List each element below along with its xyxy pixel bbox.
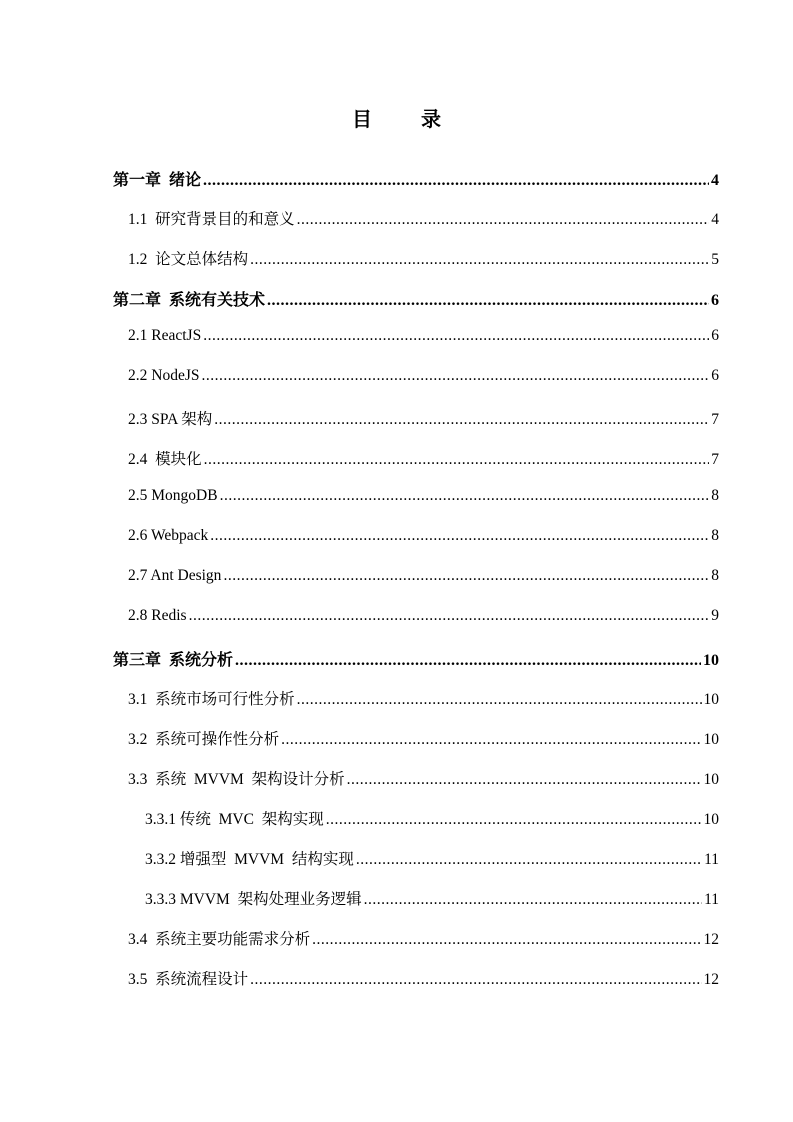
toc-page-number: 9 [711, 607, 719, 624]
toc-entry[interactable] [113, 647, 719, 671]
toc-entry[interactable] [128, 687, 719, 711]
toc-entry[interactable] [128, 367, 719, 391]
dot-leader [267, 292, 709, 310]
toc-entry[interactable] [128, 607, 719, 631]
toc-entry[interactable] [128, 247, 719, 271]
toc-page-number: 11 [704, 891, 719, 908]
toc-label: 第二章 系统有关技术 [113, 292, 266, 309]
toc-page-number: 7 [711, 411, 719, 428]
toc-entry[interactable] [145, 847, 719, 871]
toc-page-number: 10 [703, 811, 719, 828]
toc-label: 2.4 模块化 [128, 451, 202, 468]
dot-leader [189, 607, 710, 625]
toc-label: 2.1 ReactJS [128, 327, 202, 344]
dot-leader [235, 652, 701, 670]
dot-leader [312, 931, 701, 949]
toc-entry[interactable] [128, 927, 719, 951]
dot-leader [201, 367, 709, 385]
toc-page-number: 8 [711, 487, 719, 504]
dot-leader [203, 327, 709, 345]
toc-entry[interactable] [113, 167, 719, 191]
toc-label: 2.2 NodeJS [128, 367, 200, 384]
toc-page-number: 10 [703, 731, 719, 748]
toc-entry[interactable] [128, 767, 719, 791]
toc-entry[interactable] [145, 807, 719, 831]
toc-page-number: 8 [711, 527, 719, 544]
toc-entry[interactable] [128, 327, 719, 351]
toc-page-number: 4 [711, 172, 719, 189]
dot-leader [297, 211, 710, 229]
toc-entry[interactable] [113, 287, 719, 311]
toc-entry[interactable] [128, 967, 719, 991]
toc-page-number: 12 [703, 931, 719, 948]
dot-leader [220, 487, 710, 505]
toc-page-number: 6 [711, 367, 719, 384]
toc-page-number: 10 [703, 652, 719, 669]
toc-label: 3.5 系统流程设计 [128, 971, 249, 988]
toc-label: 第一章 绪论 [113, 172, 202, 189]
dot-leader [203, 172, 709, 190]
toc-entry[interactable] [128, 567, 719, 591]
toc-page-number: 6 [711, 292, 719, 309]
toc-entry[interactable] [128, 207, 719, 231]
toc-label: 3.3.2 增强型 MVVM 结构实现 [145, 851, 354, 868]
toc-page-number: 12 [703, 971, 719, 988]
dot-leader [250, 971, 701, 989]
toc-label: 2.6 Webpack [128, 527, 209, 544]
toc-page-number: 10 [703, 691, 719, 708]
toc-label: 3.2 系统可操作性分析 [128, 731, 280, 748]
dot-leader [297, 691, 702, 709]
dot-leader [356, 851, 702, 869]
toc-entry[interactable] [128, 487, 719, 511]
toc-label: 3.3.3 MVVM 架构处理业务逻辑 [145, 891, 362, 908]
toc-page-number: 8 [711, 567, 719, 584]
toc-label: 2.8 Redis [128, 607, 187, 624]
dot-leader [204, 451, 710, 469]
toc-label: 2.5 MongoDB [128, 487, 218, 504]
toc-entry[interactable] [128, 727, 719, 751]
dot-leader [210, 527, 709, 545]
toc-label: 2.7 Ant Design [128, 567, 222, 584]
dot-leader [281, 731, 701, 749]
toc-label: 3.3.1 传统 MVC 架构实现 [145, 811, 324, 828]
dot-leader [223, 567, 709, 585]
toc-entry[interactable] [128, 407, 719, 431]
toc-page-number: 6 [711, 327, 719, 344]
dot-leader [364, 891, 702, 909]
toc-label: 3.1 系统市场可行性分析 [128, 691, 295, 708]
dot-leader [214, 411, 709, 429]
dot-leader [347, 771, 702, 789]
page-title: 目 录 [352, 109, 463, 131]
toc-page-number: 11 [704, 851, 719, 868]
toc-entry[interactable] [128, 447, 719, 471]
toc-label: 3.4 系统主要功能需求分析 [128, 931, 311, 948]
toc-page-number: 5 [711, 251, 719, 268]
toc-label: 第三章 系统分析 [113, 652, 234, 669]
toc-page-number: 4 [711, 211, 719, 228]
toc-page-number: 7 [711, 451, 719, 468]
toc-label: 1.1 研究背景目的和意义 [128, 211, 295, 228]
toc-entry[interactable] [128, 527, 719, 551]
dot-leader [250, 251, 709, 269]
toc-page-number: 10 [703, 771, 719, 788]
toc-label: 3.3 系统 MVVM 架构设计分析 [128, 771, 345, 788]
toc-label: 1.2 论文总体结构 [128, 251, 249, 268]
dot-leader [326, 811, 702, 829]
toc-label: 2.3 SPA 架构 [128, 411, 213, 428]
toc-entry[interactable] [145, 887, 719, 911]
